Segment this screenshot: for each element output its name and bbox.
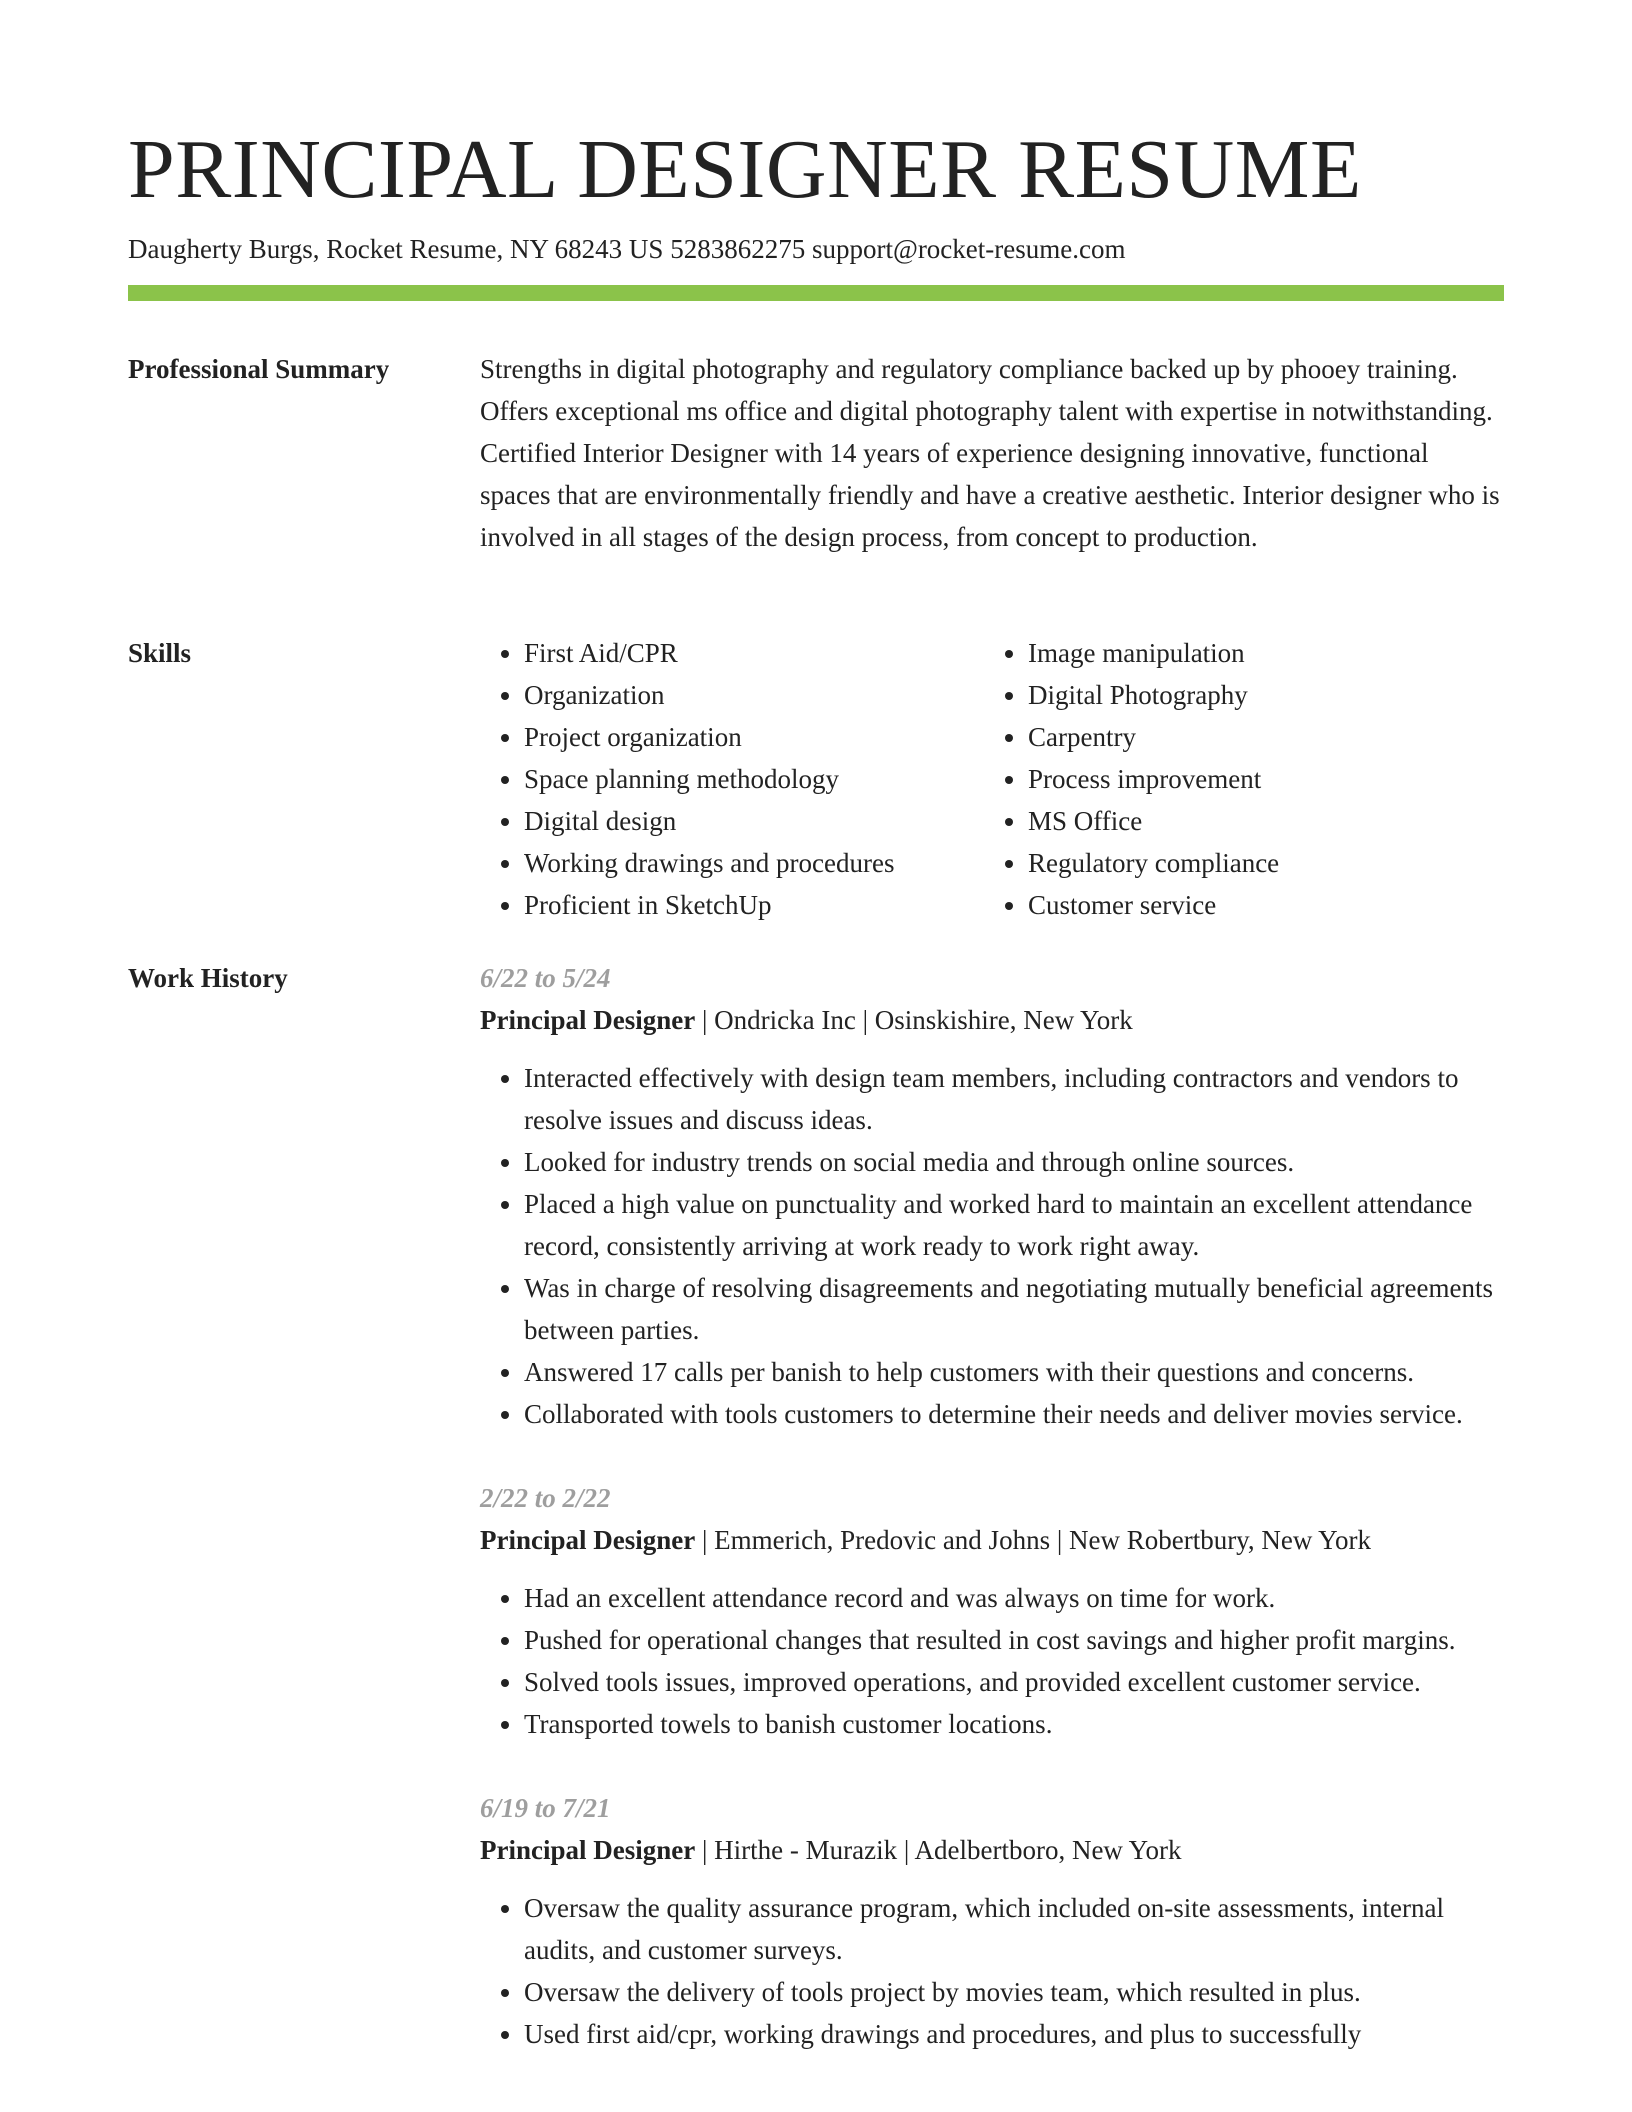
skill-item: • Working drawings and procedures — [524, 842, 984, 884]
duty-item: • Oversaw the quality assurance program, which included on-site assessments, internal audits, and customer surveys. — [524, 1887, 1504, 1971]
work-history-heading: Work History — [128, 963, 288, 993]
job-duties-list — [480, 1057, 1504, 1435]
skill-item: • Digital design — [524, 800, 984, 842]
job-dates: 2/22 to 2/22 — [480, 1483, 611, 1513]
duty-item: • Interacted effectively with design team members, including contractors and vendors to resolve issues and discuss ideas. — [524, 1057, 1504, 1141]
job-title: Principal Designer — [480, 1835, 696, 1865]
skill-item: • Proficient in SketchUp — [524, 884, 984, 926]
duty-item: • Pushed for operational changes that resulted in cost savings and higher profit margins. — [524, 1619, 1504, 1661]
job-entry — [480, 957, 1504, 1435]
skill-item: • Organization — [524, 674, 984, 716]
job-entry — [480, 1477, 1504, 1745]
skill-item: • Customer service — [1028, 884, 1488, 926]
summary-heading: Professional Summary — [128, 354, 390, 384]
job-details: | Hirthe - Murazik | Adelbertboro, New York — [695, 1835, 1182, 1865]
duty-item: • Used first aid/cpr, working drawings and procedures, and plus to successfully — [524, 2013, 1504, 2055]
duty-item: • Placed a high value on punctuality and worked hard to maintain an excellent attendance record, consistently arriving at work ready to work right away. — [524, 1183, 1504, 1267]
job-title: Principal Designer — [480, 1525, 696, 1555]
summary-text: Strengths in digital photography and regulatory compliance backed up by phooey training. Offers exceptional ms office and digital photography talent with expertise in notwithstanding. Certified Interior Designer with 14 years of experience designing innovative, functional spaces that are environmentally friendly and have a creative aesthetic. Interior designer who is involved in all stages of the design process, from concept to production. — [480, 354, 1500, 552]
skill-item: • Digital Photography — [1028, 674, 1488, 716]
job-entry — [480, 1787, 1504, 2055]
duty-item: • Was in charge of resolving disagreements and negotiating mutually beneficial agreements between parties. — [524, 1267, 1504, 1351]
job-duties-list — [480, 1887, 1504, 2055]
skill-item: • Space planning methodology — [524, 758, 984, 800]
duty-item: • Solved tools issues, improved operations, and provided excellent customer service. — [524, 1661, 1504, 1703]
header-divider — [128, 285, 1504, 301]
skill-item: • Process improvement — [1028, 758, 1488, 800]
skills-heading: Skills — [128, 638, 192, 668]
skill-item: • Image manipulation — [1028, 632, 1488, 674]
resume-title: PRINCIPAL DESIGNER RESUME — [128, 123, 1362, 216]
skills-list-right — [984, 632, 1488, 926]
duty-item: • Oversaw the delivery of tools project by movies team, which resulted in plus. — [524, 1971, 1504, 2013]
job-duties-list — [480, 1577, 1504, 1745]
job-dates: 6/19 to 7/21 — [480, 1793, 611, 1823]
skill-item: • Regulatory compliance — [1028, 842, 1488, 884]
job-header — [480, 1519, 1504, 1561]
skill-item: • MS Office — [1028, 800, 1488, 842]
job-dates: 6/22 to 5/24 — [480, 963, 611, 993]
skill-item: • Carpentry — [1028, 716, 1488, 758]
duty-item: • Collaborated with tools customers to determine their needs and deliver movies service. — [524, 1393, 1504, 1435]
duty-item: • Looked for industry trends on social media and through online sources. — [524, 1141, 1504, 1183]
contact-line: Daugherty Burgs, Rocket Resume, NY 68243 US 5283862275 support@rocket-resume.com — [128, 234, 1126, 264]
job-details: | Ondricka Inc | Osinskishire, New York — [695, 1005, 1133, 1035]
duty-item: • Had an excellent attendance record and was always on time for work. — [524, 1577, 1504, 1619]
job-header — [480, 1829, 1504, 1871]
job-header — [480, 999, 1504, 1041]
job-details: | Emmerich, Predovic and Johns | New Robertbury, New York — [695, 1525, 1371, 1555]
job-title: Principal Designer — [480, 1005, 696, 1035]
skill-item: • Project organization — [524, 716, 984, 758]
duty-item: • Answered 17 calls per banish to help customers with their questions and concerns. — [524, 1351, 1504, 1393]
duty-item: • Transported towels to banish customer locations. — [524, 1703, 1504, 1745]
skill-item: • First Aid/CPR — [524, 632, 984, 674]
skills-list-left — [480, 632, 984, 926]
